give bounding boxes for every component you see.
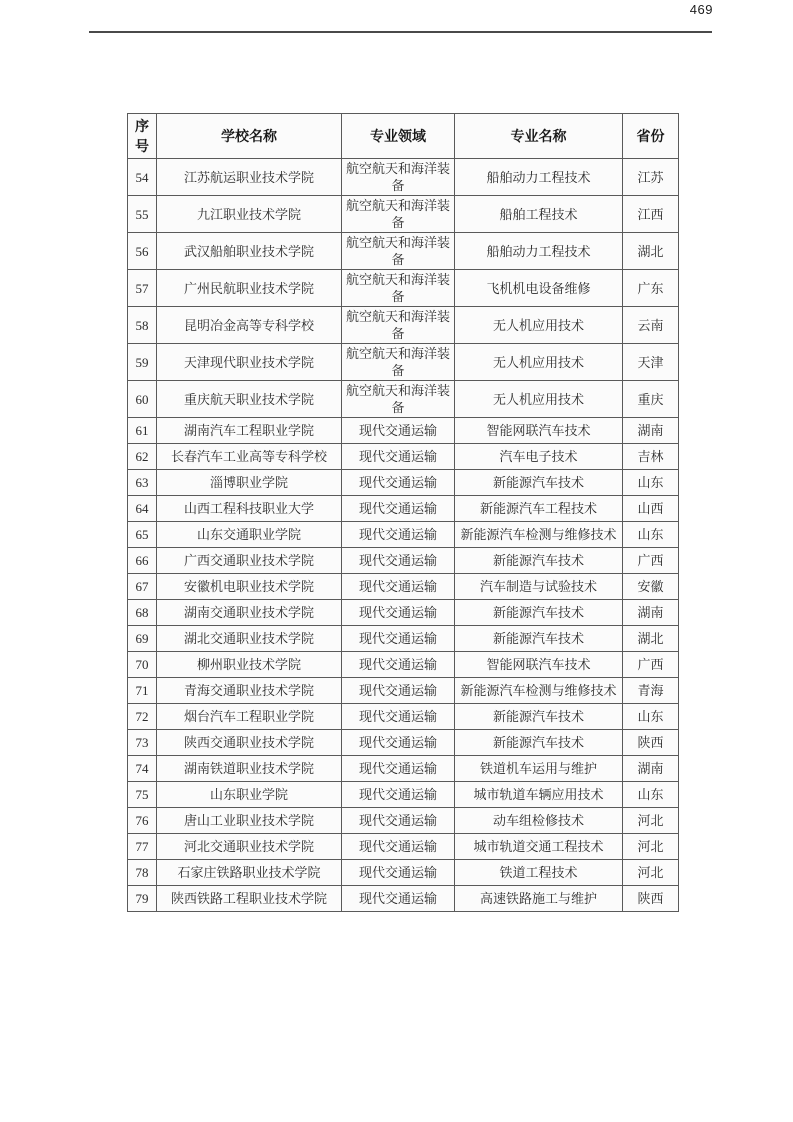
cell-province: 湖南 bbox=[623, 600, 679, 626]
cell-province: 河北 bbox=[623, 834, 679, 860]
cell-no: 62 bbox=[128, 444, 157, 470]
table-header-row bbox=[128, 114, 679, 159]
cell-no: 63 bbox=[128, 470, 157, 496]
cell-no: 56 bbox=[128, 233, 157, 270]
cell-field: 航空航天和海洋装备 bbox=[342, 344, 455, 381]
table-body bbox=[128, 159, 679, 912]
cell-field: 现代交通运输 bbox=[342, 834, 455, 860]
cell-field: 航空航天和海洋装备 bbox=[342, 307, 455, 344]
table-row bbox=[128, 270, 679, 307]
cell-field: 现代交通运输 bbox=[342, 522, 455, 548]
cell-province: 湖北 bbox=[623, 626, 679, 652]
cell-field: 现代交通运输 bbox=[342, 730, 455, 756]
table-row bbox=[128, 233, 679, 270]
cell-school: 武汉船舶职业技术学院 bbox=[157, 233, 342, 270]
cell-no: 65 bbox=[128, 522, 157, 548]
cell-province: 云南 bbox=[623, 307, 679, 344]
cell-major: 汽车制造与试验技术 bbox=[455, 574, 623, 600]
table-row bbox=[128, 756, 679, 782]
cell-no: 74 bbox=[128, 756, 157, 782]
cell-major: 城市轨道车辆应用技术 bbox=[455, 782, 623, 808]
cell-province: 广东 bbox=[623, 270, 679, 307]
cell-field: 现代交通运输 bbox=[342, 600, 455, 626]
header-rule bbox=[89, 31, 712, 33]
header-school: 学校名称 bbox=[157, 114, 342, 159]
table-row bbox=[128, 600, 679, 626]
table-row bbox=[128, 548, 679, 574]
cell-field: 现代交通运输 bbox=[342, 418, 455, 444]
cell-field: 现代交通运输 bbox=[342, 444, 455, 470]
cell-field: 现代交通运输 bbox=[342, 860, 455, 886]
cell-province: 青海 bbox=[623, 678, 679, 704]
cell-school: 唐山工业职业技术学院 bbox=[157, 808, 342, 834]
table-row bbox=[128, 307, 679, 344]
cell-major: 新能源汽车技术 bbox=[455, 704, 623, 730]
cell-province: 重庆 bbox=[623, 381, 679, 418]
cell-major: 无人机应用技术 bbox=[455, 381, 623, 418]
table-row bbox=[128, 626, 679, 652]
cell-no: 54 bbox=[128, 159, 157, 196]
cell-no: 59 bbox=[128, 344, 157, 381]
cell-major: 新能源汽车技术 bbox=[455, 548, 623, 574]
cell-major: 船舶动力工程技术 bbox=[455, 159, 623, 196]
cell-field: 航空航天和海洋装备 bbox=[342, 381, 455, 418]
cell-no: 58 bbox=[128, 307, 157, 344]
cell-province: 河北 bbox=[623, 860, 679, 886]
cell-no: 66 bbox=[128, 548, 157, 574]
cell-province: 河北 bbox=[623, 808, 679, 834]
table-row bbox=[128, 704, 679, 730]
cell-major: 飞机机电设备维修 bbox=[455, 270, 623, 307]
cell-major: 船舶动力工程技术 bbox=[455, 233, 623, 270]
cell-province: 安徽 bbox=[623, 574, 679, 600]
cell-no: 67 bbox=[128, 574, 157, 600]
header-no: 序号 bbox=[128, 114, 157, 159]
cell-no: 60 bbox=[128, 381, 157, 418]
cell-major: 铁道工程技术 bbox=[455, 860, 623, 886]
cell-major: 新能源汽车技术 bbox=[455, 470, 623, 496]
cell-field: 现代交通运输 bbox=[342, 652, 455, 678]
cell-field: 航空航天和海洋装备 bbox=[342, 270, 455, 307]
cell-school: 柳州职业技术学院 bbox=[157, 652, 342, 678]
cell-province: 湖南 bbox=[623, 418, 679, 444]
school-major-table bbox=[127, 113, 679, 912]
table-row bbox=[128, 808, 679, 834]
cell-school: 九江职业技术学院 bbox=[157, 196, 342, 233]
cell-school: 青海交通职业技术学院 bbox=[157, 678, 342, 704]
cell-major: 高速铁路施工与维护 bbox=[455, 886, 623, 912]
cell-no: 78 bbox=[128, 860, 157, 886]
cell-school: 长春汽车工业高等专科学校 bbox=[157, 444, 342, 470]
cell-province: 陕西 bbox=[623, 886, 679, 912]
cell-field: 航空航天和海洋装备 bbox=[342, 196, 455, 233]
cell-province: 山东 bbox=[623, 782, 679, 808]
table-row bbox=[128, 574, 679, 600]
cell-major: 汽车电子技术 bbox=[455, 444, 623, 470]
cell-field: 现代交通运输 bbox=[342, 704, 455, 730]
cell-major: 动车组检修技术 bbox=[455, 808, 623, 834]
page-number: 469 bbox=[689, 2, 713, 17]
cell-school: 广西交通职业技术学院 bbox=[157, 548, 342, 574]
cell-no: 70 bbox=[128, 652, 157, 678]
cell-province: 山东 bbox=[623, 522, 679, 548]
cell-province: 广西 bbox=[623, 548, 679, 574]
cell-school: 陕西交通职业技术学院 bbox=[157, 730, 342, 756]
cell-major: 船舶工程技术 bbox=[455, 196, 623, 233]
cell-field: 现代交通运输 bbox=[342, 808, 455, 834]
cell-no: 76 bbox=[128, 808, 157, 834]
cell-province: 山东 bbox=[623, 470, 679, 496]
table-row bbox=[128, 782, 679, 808]
table-row bbox=[128, 418, 679, 444]
cell-province: 江苏 bbox=[623, 159, 679, 196]
header-field: 专业领域 bbox=[342, 114, 455, 159]
cell-field: 航空航天和海洋装备 bbox=[342, 159, 455, 196]
cell-field: 现代交通运输 bbox=[342, 678, 455, 704]
table-row bbox=[128, 444, 679, 470]
cell-no: 69 bbox=[128, 626, 157, 652]
cell-province: 湖南 bbox=[623, 756, 679, 782]
cell-school: 天津现代职业技术学院 bbox=[157, 344, 342, 381]
cell-major: 新能源汽车检测与维修技术 bbox=[455, 678, 623, 704]
cell-province: 吉林 bbox=[623, 444, 679, 470]
cell-province: 广西 bbox=[623, 652, 679, 678]
cell-no: 75 bbox=[128, 782, 157, 808]
table-row bbox=[128, 652, 679, 678]
cell-major: 新能源汽车技术 bbox=[455, 600, 623, 626]
cell-no: 57 bbox=[128, 270, 157, 307]
cell-school: 山东交通职业学院 bbox=[157, 522, 342, 548]
cell-major: 无人机应用技术 bbox=[455, 344, 623, 381]
cell-major: 城市轨道交通工程技术 bbox=[455, 834, 623, 860]
cell-province: 山东 bbox=[623, 704, 679, 730]
cell-school: 淄博职业学院 bbox=[157, 470, 342, 496]
cell-school: 广州民航职业技术学院 bbox=[157, 270, 342, 307]
cell-field: 现代交通运输 bbox=[342, 756, 455, 782]
cell-major: 新能源汽车技术 bbox=[455, 730, 623, 756]
cell-school: 湖北交通职业技术学院 bbox=[157, 626, 342, 652]
cell-school: 江苏航运职业技术学院 bbox=[157, 159, 342, 196]
cell-major: 无人机应用技术 bbox=[455, 307, 623, 344]
table-row bbox=[128, 381, 679, 418]
cell-no: 61 bbox=[128, 418, 157, 444]
cell-major: 智能网联汽车技术 bbox=[455, 652, 623, 678]
cell-school: 安徽机电职业技术学院 bbox=[157, 574, 342, 600]
cell-major: 智能网联汽车技术 bbox=[455, 418, 623, 444]
cell-school: 烟台汽车工程职业学院 bbox=[157, 704, 342, 730]
cell-no: 64 bbox=[128, 496, 157, 522]
cell-province: 陕西 bbox=[623, 730, 679, 756]
cell-school: 石家庄铁路职业技术学院 bbox=[157, 860, 342, 886]
cell-major: 新能源汽车技术 bbox=[455, 626, 623, 652]
cell-school: 湖南交通职业技术学院 bbox=[157, 600, 342, 626]
cell-field: 现代交通运输 bbox=[342, 470, 455, 496]
cell-field: 现代交通运输 bbox=[342, 626, 455, 652]
cell-no: 55 bbox=[128, 196, 157, 233]
cell-school: 山东职业学院 bbox=[157, 782, 342, 808]
cell-school: 湖南铁道职业技术学院 bbox=[157, 756, 342, 782]
cell-field: 现代交通运输 bbox=[342, 782, 455, 808]
cell-province: 江西 bbox=[623, 196, 679, 233]
cell-school: 重庆航天职业技术学院 bbox=[157, 381, 342, 418]
cell-field: 现代交通运输 bbox=[342, 886, 455, 912]
table-row bbox=[128, 470, 679, 496]
cell-school: 湖南汽车工程职业学院 bbox=[157, 418, 342, 444]
table-row bbox=[128, 522, 679, 548]
cell-field: 航空航天和海洋装备 bbox=[342, 233, 455, 270]
cell-major: 新能源汽车检测与维修技术 bbox=[455, 522, 623, 548]
cell-province: 天津 bbox=[623, 344, 679, 381]
table-row bbox=[128, 496, 679, 522]
cell-field: 现代交通运输 bbox=[342, 496, 455, 522]
table-row bbox=[128, 730, 679, 756]
cell-no: 71 bbox=[128, 678, 157, 704]
cell-school: 昆明冶金高等专科学校 bbox=[157, 307, 342, 344]
cell-no: 77 bbox=[128, 834, 157, 860]
header-province: 省份 bbox=[623, 114, 679, 159]
cell-major: 新能源汽车工程技术 bbox=[455, 496, 623, 522]
cell-province: 湖北 bbox=[623, 233, 679, 270]
cell-no: 79 bbox=[128, 886, 157, 912]
table-row bbox=[128, 886, 679, 912]
cell-school: 山西工程科技职业大学 bbox=[157, 496, 342, 522]
cell-province: 山西 bbox=[623, 496, 679, 522]
table-row bbox=[128, 344, 679, 381]
cell-major: 铁道机车运用与维护 bbox=[455, 756, 623, 782]
table-row bbox=[128, 834, 679, 860]
cell-school: 陕西铁路工程职业技术学院 bbox=[157, 886, 342, 912]
table-row bbox=[128, 196, 679, 233]
cell-no: 73 bbox=[128, 730, 157, 756]
table-row bbox=[128, 678, 679, 704]
cell-field: 现代交通运输 bbox=[342, 548, 455, 574]
cell-no: 72 bbox=[128, 704, 157, 730]
table-row bbox=[128, 159, 679, 196]
cell-no: 68 bbox=[128, 600, 157, 626]
cell-field: 现代交通运输 bbox=[342, 574, 455, 600]
cell-school: 河北交通职业技术学院 bbox=[157, 834, 342, 860]
table-row bbox=[128, 860, 679, 886]
header-major: 专业名称 bbox=[455, 114, 623, 159]
